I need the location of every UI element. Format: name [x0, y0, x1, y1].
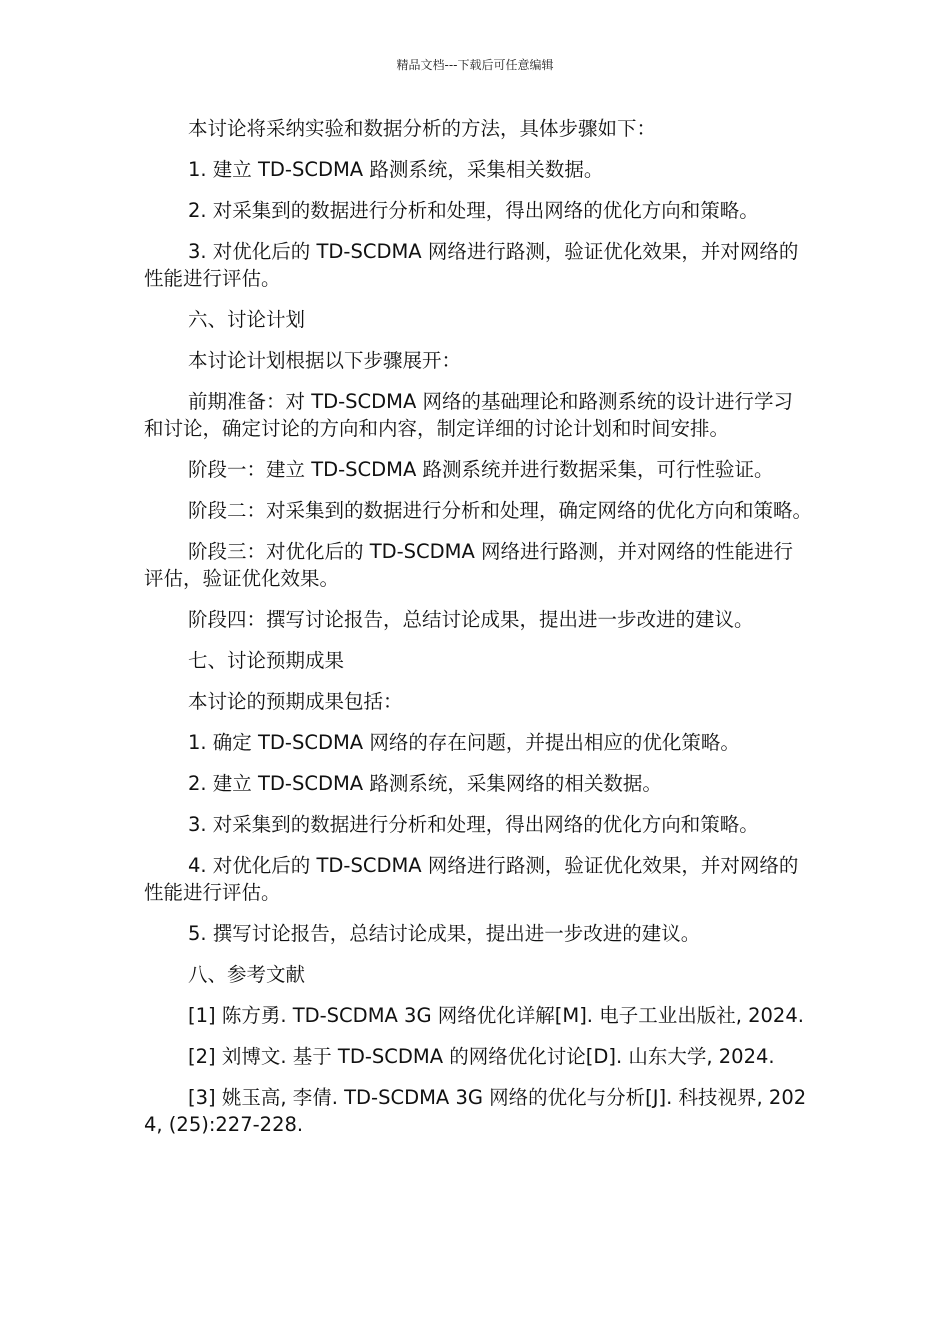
paragraph-outcomes-intro: 本讨论的预期成果包括：: [188, 690, 403, 713]
paragraph-outcome-3: 3. 对采集到的数据进行分析和处理，得出网络的优化方向和策略。: [188, 813, 759, 836]
section-heading-references: 八、参考文献: [188, 963, 306, 986]
section-heading-plan: 六、讨论计划: [188, 308, 306, 331]
page-header: 精品文档---下载后可任意编辑: [396, 58, 554, 72]
paragraph-plan-stage-2: 阶段二：对采集到的数据进行分析和处理，确定网络的优化方向和策略。: [188, 499, 813, 522]
paragraph-method-step-3: 3. 对优化后的 TD-SCDMA 网络进行路测，验证优化效果，并对网络的性能进行评估。: [144, 240, 799, 290]
reference-item-3: [3] 姚玉高, 李倩. TD-SCDMA 3G 网络的优化与分析[J]. 科技视界, 2024, (25):227-228.: [144, 1086, 807, 1136]
reference-item-2: [2] 刘博文. 基于 TD-SCDMA 的网络优化讨论[D]. 山东大学, 2024.: [188, 1045, 775, 1068]
section-heading-outcomes: 七、讨论预期成果: [188, 649, 345, 672]
document-body: [144, 115, 812, 1152]
paragraph-outcome-2: 2. 建立 TD-SCDMA 路测系统，采集网络的相关数据。: [188, 772, 662, 795]
paragraph-outcome-5: 5. 撰写讨论报告，总结讨论成果，提出进一步改进的建议。: [188, 922, 701, 945]
paragraph-method-step-2: 2. 对采集到的数据进行分析和处理，得出网络的优化方向和策略。: [188, 199, 759, 222]
paragraph-outcome-4: 4. 对优化后的 TD-SCDMA 网络进行路测，验证优化效果，并对网络的性能进行评估。: [144, 854, 799, 904]
paragraph-plan-intro: 本讨论计划根据以下步骤展开：: [188, 349, 462, 372]
paragraph-plan-stage-3: 阶段三：对优化后的 TD-SCDMA 网络进行路测，并对网络的性能进行评估，验证优化效果。: [144, 540, 794, 590]
paragraph-outcome-1: 1. 确定 TD-SCDMA 网络的存在问题，并提出相应的优化策略。: [188, 731, 740, 754]
reference-item-1: [1] 陈方勇. TD-SCDMA 3G 网络优化详解[M]. 电子工业出版社, 2024.: [188, 1004, 804, 1027]
paragraph-plan-stage-4: 阶段四：撰写讨论报告，总结讨论成果，提出进一步改进的建议。: [188, 608, 754, 631]
paragraph-method-intro: 本讨论将采纳实验和数据分析的方法，具体步骤如下：: [188, 117, 657, 140]
paragraph-plan-stage-1: 阶段一：建立 TD-SCDMA 路测系统并进行数据采集，可行性验证。: [188, 458, 774, 481]
paragraph-plan-preparation: 前期准备：对 TD-SCDMA 网络的基础理论和路测系统的设计进行学习和讨论，确定讨论的方向和内容，制定详细的讨论计划和时间安排。: [144, 390, 794, 440]
paragraph-method-step-1: 1. 建立 TD-SCDMA 路测系统，采集相关数据。: [188, 158, 604, 181]
